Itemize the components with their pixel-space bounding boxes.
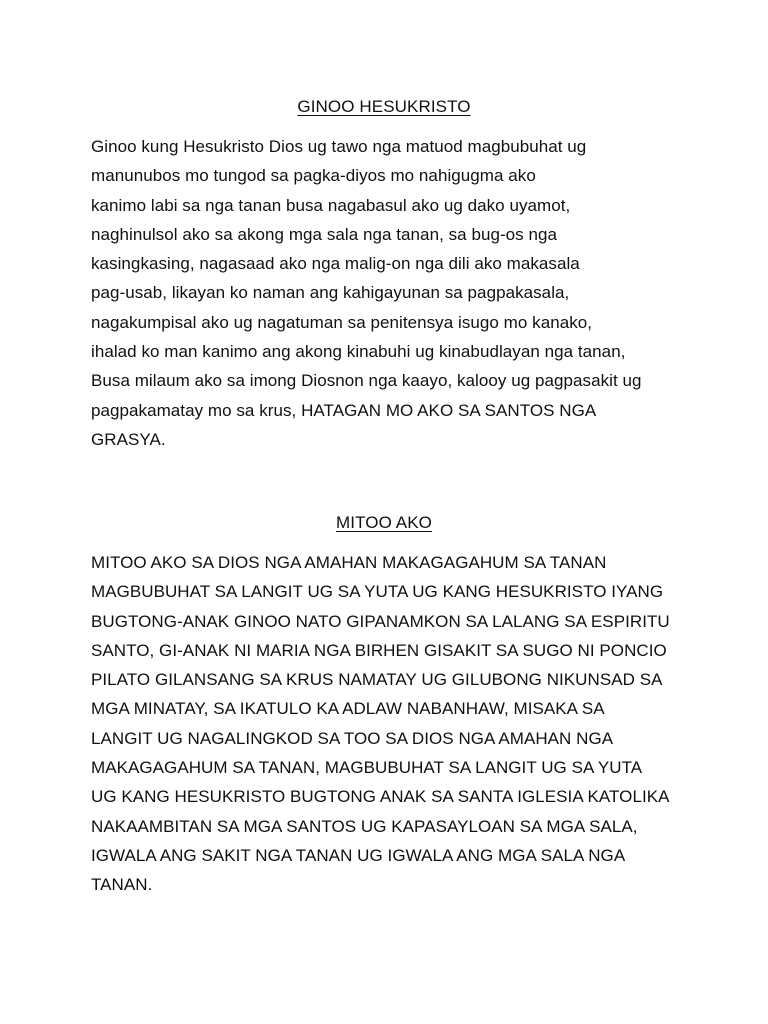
prayer-paragraph-ginoo-hesukristo [91,137,691,459]
prayer-paragraph-mitoo-ako [91,553,691,905]
paragraph-line: GRASYA. [91,429,166,449]
paragraph-line: TANAN. [91,875,153,895]
paragraph-line: BUGTONG-ANAK GINOO NATO GIPANAMKON SA LALANG SA ESPIRITU [91,611,670,631]
paragraph-line: Ginoo kung Hesukristo Dios ug tawo nga matuod magbubuhat ug [91,137,587,156]
paragraph-line: UG KANG HESUKRISTO BUGTONG ANAK SA SANTA IGLESIA KATOLIKA [91,787,670,807]
paragraph-line: kasingkasing, nagasaad ako nga malig-on nga dili ako makasala [91,254,580,274]
paragraph-line: nagakumpisal ako ug nagatuman sa penitensya isugo mo kanako, [91,312,593,332]
section-title-ginoo-hesukristo: GINOO HESUKRISTO [297,97,471,116]
paragraph-line: IGWALA ANG SAKIT NGA TANAN UG IGWALA ANG MGA SALA NGA [91,845,626,865]
paragraph-line: MITOO AKO SA DIOS NGA AMAHAN MAKAGAGAHUM SA TANAN [91,553,607,572]
paragraph-line: MAGBUBUHAT SA LANGIT UG SA YUTA UG KANG HESUKRISTO IYANG [91,582,664,602]
paragraph-line: naghinulsol ako sa akong mga sala nga tanan, sa bug-os nga [91,224,558,244]
paragraph-line: Busa milaum ako sa imong Diosnon nga kaayo, kalooy ug pagpasakit ug [91,371,642,391]
paragraph-line: LANGIT UG NAGALINGKOD SA TOO SA DIOS NGA AMAHAN NGA [91,728,614,748]
paragraph-line: SANTO, GI-ANAK NI MARIA NGA BIRHEN GISAKIT SA SUGO NI PONCIO [91,640,667,660]
paragraph-line: pag-usab, likayan ko naman ang kahigayunan sa pagpakasala, [91,283,570,303]
section-title-mitoo-ako: MITOO AKO [336,513,432,532]
paragraph-line: ihalad ko man kanimo ang akong kinabuhi ug kinabudlayan nga tanan, [91,342,626,362]
paragraph-line: pagpakamatay mo sa krus, HATAGAN MO AKO SA SANTOS NGA [91,400,597,420]
paragraph-line: MGA MINATAY, SA IKATULO KA ADLAW NABANHAW, MISAKA SA [91,699,605,719]
paragraph-line: kanimo labi sa nga tanan busa nagabasul ako ug dako uyamot, [91,195,571,215]
paragraph-line: MAKAGAGAHUM SA TANAN, MAGBUBUHAT SA LANGIT UG SA YUTA [91,758,643,778]
paragraph-line: manunubos mo tungod sa pagka-diyos mo nahigugma ako [91,166,536,186]
paragraph-line: PILATO GILANSANG SA KRUS NAMATAY UG GILUBONG NIKUNSAD SA [91,670,663,690]
paragraph-line: NAKAAMBITAN SA MGA SANTOS UG KAPASAYLOAN SA MGA SALA, [91,816,638,836]
